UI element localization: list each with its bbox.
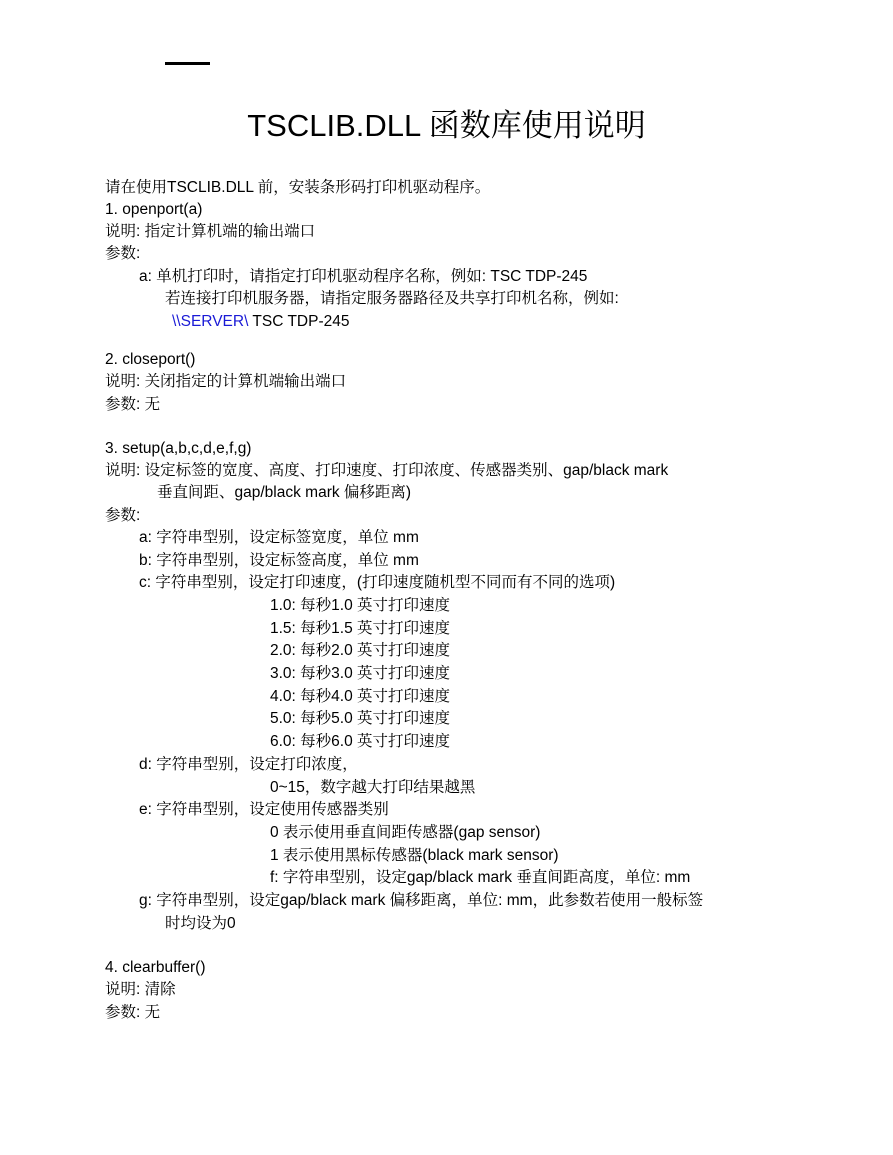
intro-text: 请在使用TSCLIB.DLL 前，安装条形码打印机驱动程序。 <box>105 179 491 196</box>
header-rule <box>165 62 210 65</box>
section-3-param-e: e: 字符串型别，设定使用传感器类别 <box>139 801 389 818</box>
section-2-desc: 说明: 关闭指定的计算机端输出端口 <box>105 373 347 390</box>
section-4-params: 参数: 无 <box>105 1004 161 1021</box>
server-path-link[interactable]: \\SERVER\ <box>172 313 249 330</box>
section-3-param-a: a: 字符串型别，设定标签宽度，单位 mm <box>139 529 419 546</box>
section-1-heading: 1. openport(a) <box>105 201 203 218</box>
section-3-heading: 3. setup(a,b,c,d,e,f,g) <box>105 440 252 457</box>
page-title: TSCLIB.DLL 函数库使用说明 <box>247 108 646 143</box>
speed-option: 2.0: 每秒2.0 英寸打印速度 <box>270 642 451 659</box>
section-3-desc: 说明: 设定标签的宽度、高度、打印速度、打印浓度、传感器类别、gap/black mark <box>105 462 669 479</box>
section-1-param-a: a: 单机打印时，请指定打印机驱动程序名称，例如: TSC TDP-245 <box>139 268 588 285</box>
section-3-desc-cont: 垂直间距、gap/black mark 偏移距离) <box>157 484 412 501</box>
sensor-option-gap: 0 表示使用垂直间距传感器(gap sensor) <box>270 824 541 841</box>
section-1-example-printer: TSC TDP-245 <box>248 313 350 330</box>
sensor-option-black-mark: 1 表示使用黑标传感器(black mark sensor) <box>270 847 559 864</box>
speed-option: 5.0: 每秒5.0 英寸打印速度 <box>270 710 451 727</box>
section-3-param-c: c: 字符串型别，设定打印速度，(打印速度随机型不同而有不同的选项) <box>139 574 616 591</box>
speed-option: 1.0: 每秒1.0 英寸打印速度 <box>270 597 451 614</box>
section-3-param-g-cont: 时均设为0 <box>165 915 236 932</box>
section-3-param-b: b: 字符串型别，设定标签高度，单位 mm <box>139 552 419 569</box>
section-1-desc: 说明: 指定计算机端的输出端口 <box>105 223 316 240</box>
section-4-desc: 说明: 清除 <box>105 981 176 998</box>
section-3-param-d-detail: 0~15，数字越大打印结果越黑 <box>270 779 476 796</box>
section-3-param-d: d: 字符串型别，设定打印浓度， <box>139 756 358 773</box>
speed-option: 4.0: 每秒4.0 英寸打印速度 <box>270 688 451 705</box>
section-3-param-f: f: 字符串型别，设定gap/black mark 垂直间距高度，单位: mm <box>270 869 691 886</box>
section-3-param-g: g: 字符串型别，设定gap/black mark 偏移距离，单位: mm，此参数若使用一般标签 <box>139 892 704 909</box>
speed-option: 1.5: 每秒1.5 英寸打印速度 <box>270 620 451 637</box>
section-1-params-label: 参数: <box>105 245 141 262</box>
section-1-param-a-cont: 若连接打印机服务器，请指定服务器路径及共享打印机名称，例如: <box>165 290 619 307</box>
section-1-example <box>172 311 349 333</box>
speed-option: 6.0: 每秒6.0 英寸打印速度 <box>270 733 451 750</box>
section-2-heading: 2. closeport() <box>105 351 196 368</box>
section-2-params: 参数: 无 <box>105 396 161 413</box>
speed-option: 3.0: 每秒3.0 英寸打印速度 <box>270 665 451 682</box>
section-4-heading: 4. clearbuffer() <box>105 959 206 976</box>
section-3-params-label: 参数: <box>105 507 141 524</box>
